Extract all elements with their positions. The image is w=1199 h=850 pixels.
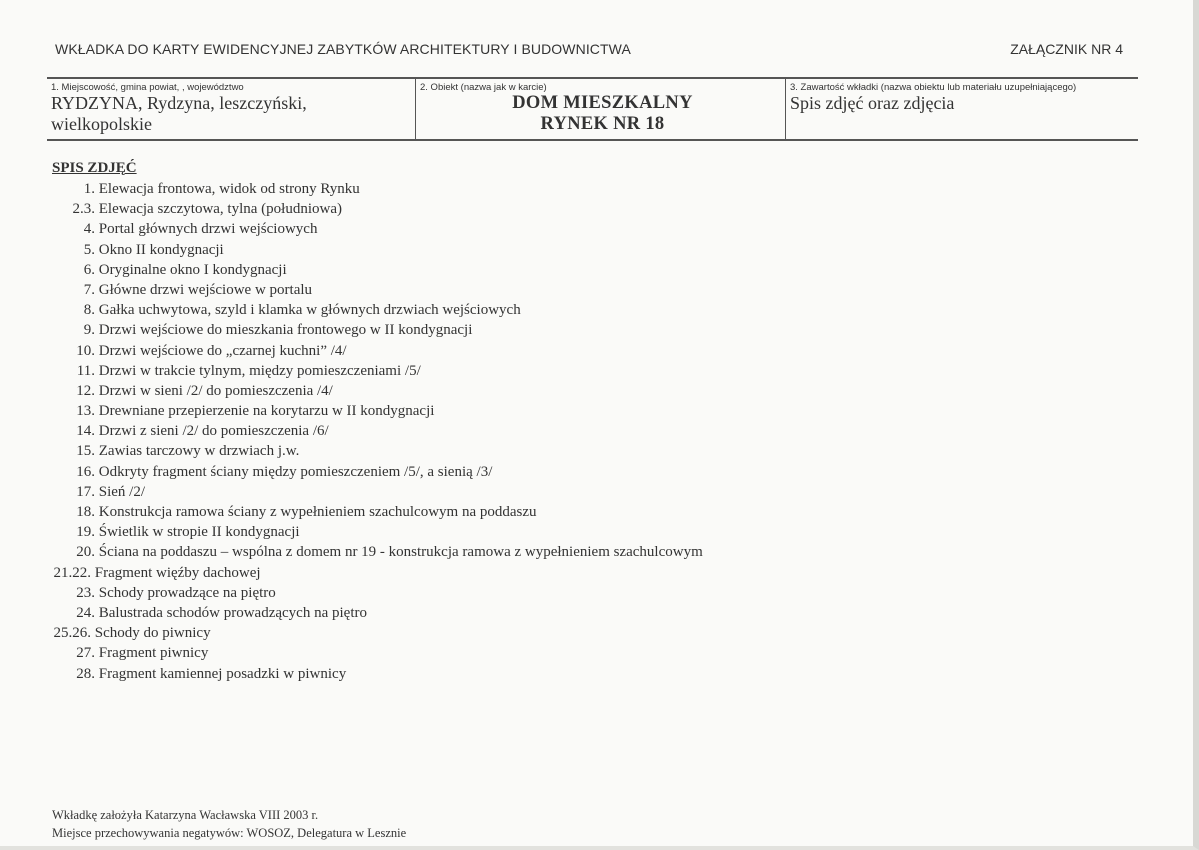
list-item — [48, 240, 703, 260]
list-item-text: Odkryty fragment ściany między pomieszczeniem /5/, a sienią /3/ — [98, 463, 493, 480]
list-item-text: Elewacja frontowa, widok od strony Rynku — [98, 181, 360, 197]
list-item — [48, 320, 703, 340]
list-item-text: Zawias tarczowy w drzwiach j.w. — [98, 443, 300, 460]
list-item-text: Drzwi w trakcie tylnym, między pomieszczeniami /5/ — [98, 362, 421, 379]
list-item-text: Ściana na poddaszu – wspólna z domem nr 19 - konstrukcja ramowa z wypełnieniem szachulcowym — [98, 544, 703, 561]
list-item-number: 25.26. — [53, 625, 91, 642]
list-item — [48, 280, 703, 300]
list-item — [48, 502, 703, 522]
list-item-text: Okno II kondygnacji — [98, 241, 224, 258]
list-item — [48, 542, 703, 562]
list-item-number: 8. — [83, 302, 95, 319]
list-item — [48, 522, 703, 542]
list-item-number: 17. — [76, 483, 95, 500]
list-item — [48, 462, 703, 482]
list-item-text: Sień /2/ — [98, 483, 146, 500]
list-item-number: 9. — [83, 322, 95, 339]
list-item-number: 5. — [83, 241, 95, 258]
list-item-text: Fragment więźby dachowej — [94, 564, 261, 581]
list-item-number: 4. — [83, 221, 95, 238]
list-item-number: 16. — [76, 463, 95, 480]
list-item-number: 10. — [76, 342, 95, 359]
list-item — [48, 482, 703, 502]
list-item-number: 7. — [83, 281, 95, 298]
list-item-number: 14. — [76, 423, 95, 440]
list-item-text: Portal głównych drzwi wejściowych — [98, 221, 318, 238]
list-item — [48, 199, 703, 219]
list-item-text: Konstrukcja ramowa ściany z wypełnieniem szachulcowym na poddaszu — [98, 504, 537, 520]
list-item-text: Oryginalne okno I kondygnacji — [98, 261, 287, 278]
list-item-text: Schody do piwnicy — [94, 625, 211, 642]
list-item — [48, 643, 703, 663]
location-value-line2: wielkopolskie — [51, 114, 152, 134]
list-item — [48, 401, 703, 421]
negative-storage-note: Miejsce przechowywania negatywów: WOSOZ, Delegatura w Lesznie — [52, 826, 407, 840]
list-item-text: Fragment piwnicy — [98, 645, 209, 662]
list-item — [48, 381, 703, 401]
list-item-text: Drzwi w sieni /2/ do pomieszczenia /4/ — [98, 382, 333, 399]
list-item-text: Gałka uchwytowa, szyld i klamka w głównych drzwiach wejściowych — [98, 302, 521, 319]
photo-list-heading: SPIS ZDJĘĆ — [52, 160, 137, 176]
list-item — [48, 441, 703, 461]
contents-cell — [785, 79, 1138, 139]
list-item-text: Świetlik w stropie II kondygnacji — [98, 524, 300, 541]
object-name: DOM MIESZKALNY — [512, 93, 693, 113]
list-item-number: 19. — [76, 524, 95, 541]
location-cell — [47, 79, 415, 139]
object-address: RYNEK NR 18 — [540, 114, 665, 134]
list-item — [48, 179, 703, 199]
list-item — [48, 361, 703, 381]
object-cell — [415, 79, 785, 139]
list-item — [48, 583, 703, 603]
list-item-number: 11. — [76, 362, 95, 379]
list-item-text: Drzwi wejściowe do „czarnej kuchni” /4/ — [98, 342, 347, 359]
list-item-text: Drewniane przepierzenie na korytarzu w II kondygnacji — [98, 403, 435, 420]
location-value-line1: RYDZYNA, Rydzyna, leszczyński, — [51, 93, 307, 113]
list-item-number: 28. — [76, 665, 95, 682]
list-item — [48, 300, 703, 320]
list-item-text: Drzwi z sieni /2/ do pomieszczenia /6/ — [98, 423, 329, 440]
list-item — [48, 563, 703, 583]
list-item-text: Fragment kamiennej posadzki w piwnicy — [98, 665, 347, 682]
list-item-number: 13. — [76, 403, 95, 420]
list-item-number: 15. — [76, 443, 95, 460]
list-item — [48, 664, 703, 684]
location-label: 1. Miejscowość, gmina powiat, , województwo — [51, 82, 244, 93]
form-header-table — [47, 77, 1138, 141]
author-note: Wkładkę założyła Katarzyna Wacławska VIII 2003 r. — [52, 808, 319, 822]
list-item-number: 18. — [76, 504, 95, 520]
list-item — [48, 219, 703, 239]
list-item-number: 23. — [76, 584, 95, 601]
list-item — [48, 341, 703, 361]
attachment-number: ZAŁĄCZNIK NR 4 — [1010, 41, 1123, 57]
list-item — [48, 623, 703, 643]
contents-value: Spis zdjęć oraz zdjęcia — [790, 93, 955, 113]
list-item — [48, 260, 703, 280]
list-item-number: 20. — [76, 544, 95, 561]
list-item-number: 6. — [83, 261, 95, 278]
contents-label: 3. Zawartość wkładki (nazwa obiektu lub materiału uzupełniającego) — [790, 82, 1077, 93]
document-title: WKŁADKA DO KARTY EWIDENCYJNEJ ZABYTKÓW ARCHITEKTURY I BUDOWNICTWA — [55, 41, 631, 57]
list-item-number: 2.3. — [72, 201, 95, 218]
list-item-number: 27. — [76, 645, 95, 662]
photo-list — [48, 179, 703, 684]
object-label: 2. Obiekt (nazwa jak w karcie) — [420, 82, 547, 93]
list-item-number: 21.22. — [53, 564, 91, 581]
list-item — [48, 421, 703, 441]
list-item-number: 1. — [83, 181, 95, 197]
list-item-number: 24. — [76, 604, 95, 621]
list-item-text: Balustrada schodów prowadzących na piętro — [98, 604, 367, 621]
list-item-text: Drzwi wejściowe do mieszkania frontowego w II kondygnacji — [98, 322, 473, 339]
list-item-text: Elewacja szczytowa, tylna (południowa) — [98, 201, 342, 218]
list-item — [48, 603, 703, 623]
list-item-number: 12. — [76, 382, 95, 399]
list-item-text: Główne drzwi wejściowe w portalu — [98, 281, 313, 298]
list-item-text: Schody prowadzące na piętro — [98, 584, 276, 601]
